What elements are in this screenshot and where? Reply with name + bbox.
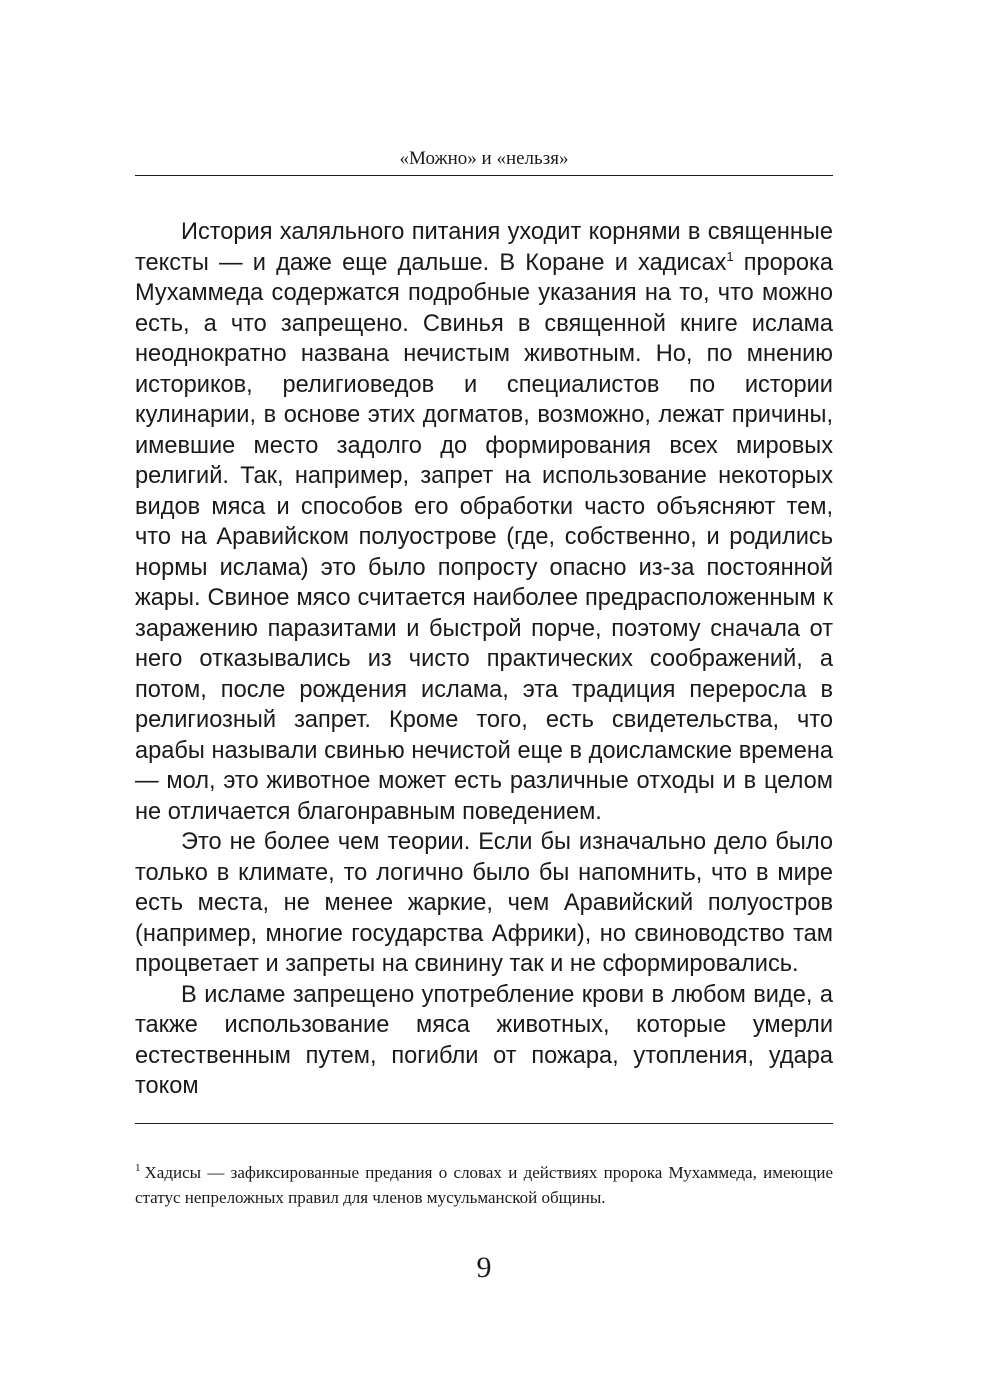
footnote-text: Хадисы — зафиксированные предания о словах и действиях пророка Мухаммеда, имеющие статус непреложных правил для членов мусульманской общины. — [135, 1163, 833, 1207]
paragraph-3: В исламе запрещено употребление крови в любом виде, а также использование мяса животных, которые умерли естественным путем, погибли от пожара, утопления, удара током — [135, 981, 833, 1099]
paragraph-2: Это не более чем теории. Если бы изначально дело было только в климате, то логично было бы напомнить, что в мире есть места, не менее жаркие, чем Аравийский полуостров (например, многие государства Африки), но свиноводство там процветает и запреты на свинину так и не сформировались. — [135, 829, 833, 977]
header-rule — [135, 175, 833, 176]
footnote-rule — [135, 1123, 833, 1124]
footnote-marker: 1 — [135, 1162, 141, 1175]
body-text — [135, 217, 833, 1102]
paragraph-1-text-after-ref: пророка Мухаммеда содержатся подробные указания на то, что можно есть, а что запрещено. Свинья в священной книге ислама неоднократно названа нечистым животным. Но, по мнению историков, религиоведов и специалистов по истории кулинарии, в основе этих догматов, возможно, лежат причины, имевшие место задолго до формирования всех мировых религий. Так, например, запрет на использование некоторых видов мяса и способов его обработки часто объясняют тем, что на Аравийском полуострове (где, собственно, и родились нормы ислама) это было попросту опасно из-за постоянной жары. Свиное мясо считается наиболее предрасположенным к заражению паразитами и быстрой порче, поэтому сначала от него отказывались из чисто практических соображений, а потом, после рождения ислама, эта традиция переросла в религиозный запрет. Кроме того, есть свидетельства, что арабы называли свинью нечистой еще в доисламские времена — мол, это животное может есть различные отходы и в целом не отличается благонравным поведением. — [135, 249, 834, 825]
footnote — [135, 1160, 833, 1210]
paragraph-1-text-before-ref: История халяльного питания уходит корнями в священные тексты — и даже еще дальше. В Коране и хадисах — [135, 219, 833, 276]
footnote-reference: 1 — [726, 248, 734, 264]
page-number: 9 — [476, 1251, 492, 1284]
running-header: «Можно» и «нельзя» — [399, 148, 569, 169]
paragraph-1 — [135, 217, 833, 827]
